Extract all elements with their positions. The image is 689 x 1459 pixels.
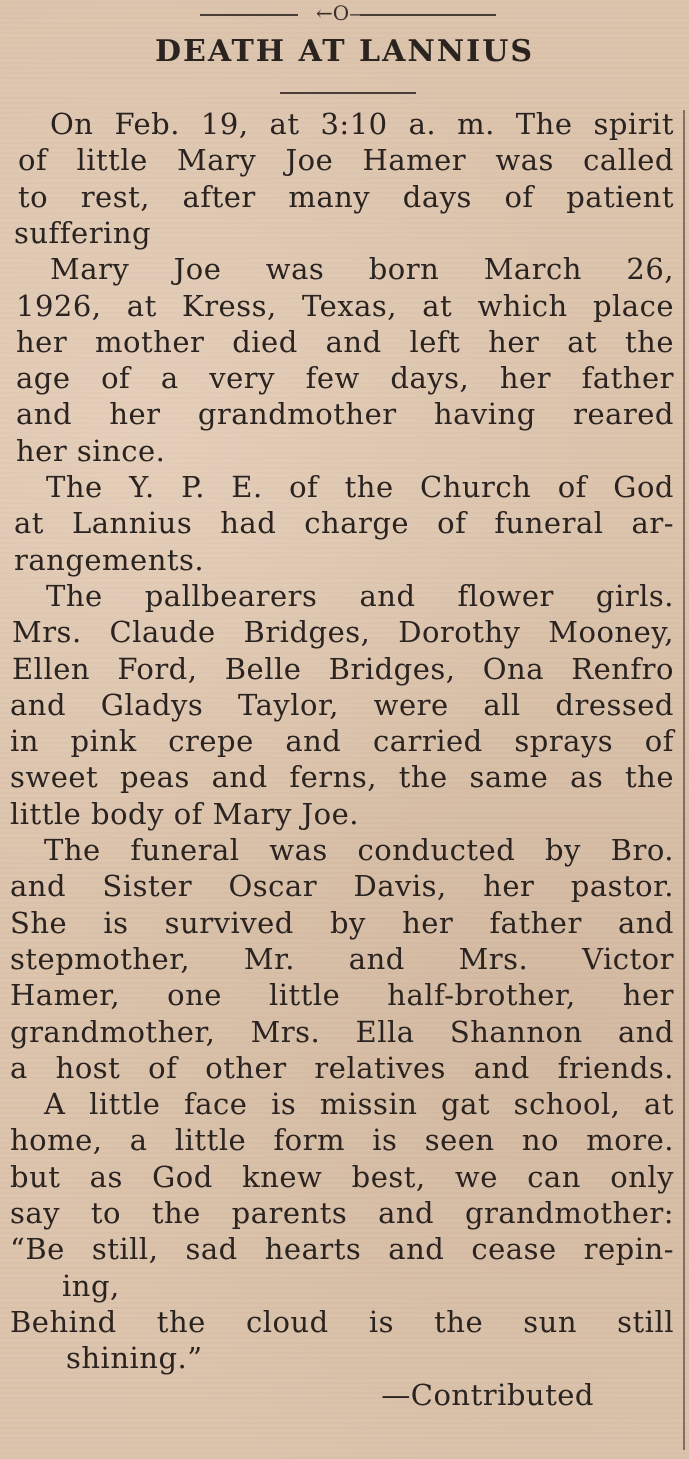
article-line: and her grandmother having reared xyxy=(16,397,674,432)
article-line: say to the parents and grandmother: xyxy=(10,1196,674,1230)
article-line: and Sister Oscar Davis, her pastor. xyxy=(10,869,674,904)
article-line: shining.” xyxy=(66,1341,203,1376)
ornament-line-right xyxy=(360,14,496,16)
clipping-edge-line xyxy=(683,110,685,1450)
headline: DEATH AT LANNIUS xyxy=(154,34,535,69)
article-line: Hamer, one little half-brother, her xyxy=(10,978,674,1013)
article-line: and Gladys Taylor, were all dressed xyxy=(10,687,674,722)
article-line: home, a little form is seen no more. xyxy=(10,1123,674,1158)
article-line: but as God knew best, we can only xyxy=(10,1159,674,1194)
article-line: The Y. P. E. of the Church of God xyxy=(46,470,674,504)
article-line: little body of Mary Joe. xyxy=(10,796,360,831)
article-line: to rest, after many days of patient xyxy=(18,179,674,214)
article-line: at Lannius had charge of funeral ar- xyxy=(14,506,674,541)
article-line: a host of other relatives and friends. xyxy=(10,1050,674,1085)
article-line: her since. xyxy=(16,433,166,468)
ornament-glyph: ←O— xyxy=(316,1,370,25)
article-line: of little Mary Joe Hamer was called xyxy=(18,143,674,178)
header-ornament-rule xyxy=(200,1,500,25)
article-line: Mrs. Claude Bridges, Dorothy Mooney, xyxy=(12,615,674,650)
headline-underline xyxy=(280,92,416,94)
article-line: The pallbearers and flower girls. xyxy=(46,578,674,613)
article-line: A little face is missin gat school, at xyxy=(44,1087,674,1122)
article-line: Mary Joe was born March 26, xyxy=(50,252,674,287)
article-line: Ellen Ford, Belle Bridges, Ona Renfro xyxy=(12,651,674,686)
article-line: her mother died and left her at the xyxy=(16,324,674,359)
byline: —Contributed xyxy=(381,1377,594,1412)
article-line: grandmother, Mrs. Ella Shannon and xyxy=(10,1014,674,1049)
article-line: “Be still, sad hearts and cease repin- xyxy=(10,1232,674,1267)
article-line: sweet peas and ferns, the same as the xyxy=(10,760,674,795)
article-line: rangements. xyxy=(14,542,205,577)
article-body xyxy=(10,106,674,1451)
ornament-line-left xyxy=(200,14,298,16)
article-line: Behind the cloud is the sun still xyxy=(10,1304,674,1339)
article-line: She is survived by her father and xyxy=(10,905,674,940)
article-line: 1926, at Kress, Texas, at which place xyxy=(16,288,674,323)
article-line: age of a very few days, her father xyxy=(16,361,674,396)
article-line: ing, xyxy=(62,1268,120,1303)
article-line: in pink crepe and carried sprays of xyxy=(10,724,674,759)
article-line: The funeral was conducted by Bro. xyxy=(44,833,674,867)
article-line: On Feb. 19, at 3:10 a. m. The spirit xyxy=(50,107,674,141)
article-line: suffering xyxy=(14,215,152,250)
article-line: stepmother, Mr. and Mrs. Victor xyxy=(10,941,674,976)
